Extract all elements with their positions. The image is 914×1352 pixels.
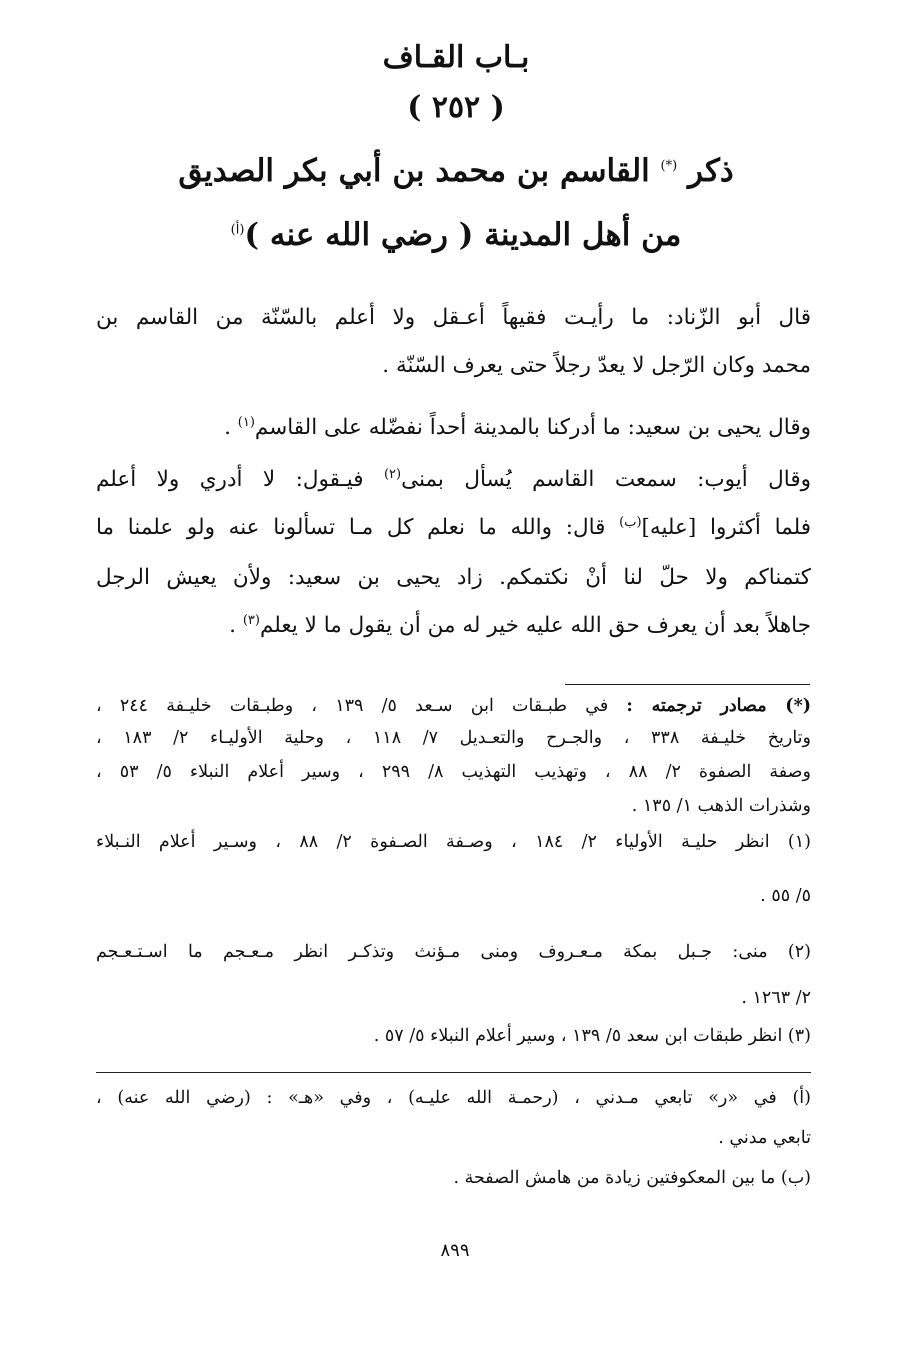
- footnote-line: ٢/ ١٢٦٣ .: [741, 988, 811, 1008]
- footnote-ref-2: (٢): [383, 466, 402, 482]
- footnote-line: تابعي مدني .: [718, 1128, 811, 1148]
- footnote-line: (١) انظر حليـة الأولياء ٢/ ١٨٤ ، وصـفة الصـفوة ٢/ ٨٨ ، وسـير أعلام النـبلاء: [96, 832, 811, 852]
- footnote-line: (أ) في «ر» تابعي مـدني ، (رحمـة الله عليـه) ، وفي «هـ» : (رضي الله عنه) ،: [96, 1088, 811, 1108]
- footnote-text: في طبـقات ابن سـعد ٥/ ١٣٩ ، وطبـقات خليـفة ٢٤٤ ،: [96, 696, 627, 716]
- body-line: محمد وكان الرّجل لا يعدّ رجلاً حتى يعرف السّنّة .: [382, 353, 811, 378]
- footnote-separator: [96, 1072, 811, 1073]
- title-prefix: ذكر: [688, 153, 734, 189]
- body-text: .: [224, 415, 238, 440]
- body-line: قال أبو الزّناد: ما رأيـت فقيهاً أعـقل ولا أعلم بالسّنّة من القاسم بن: [96, 305, 811, 330]
- footnote-ref-b: (ب): [619, 514, 642, 530]
- footnote-ref-3: (٣): [242, 612, 260, 628]
- body-line: [96, 606, 811, 646]
- body-line: كتمناكم ولا حلّ لنا أنْ نكتمكم. زاد يحيى بن سعيد: ولأن يعيش الرجل: [96, 565, 811, 590]
- title-footnote-mark-star: (*): [660, 158, 678, 174]
- body-text: فيـقول: لا أدري ولا أعلم: [96, 467, 384, 492]
- body-text: قال: والله ما نعلم كل مـا تسألونا عنه ولو علمنا ما: [96, 515, 620, 540]
- footnote-line: (٢) منى: جـبل بمكة مـعـروف ومنى مـؤنث وتذكـر انظر مـعـجم ما اسـتـعـجم: [96, 942, 811, 962]
- body-line: [96, 408, 811, 448]
- entry-title-line1: [100, 148, 812, 194]
- footnote-ref-1: (١): [237, 414, 255, 430]
- page-number: ٨٩٩: [440, 1240, 470, 1261]
- chapter-heading: بـاب القـاف: [382, 40, 530, 75]
- footnote-line: وتاريخ خليـفة ٣٣٨ ، والجـرح والتعـديل ٧/ ١١٨ ، وحلية الأوليـاء ٢/ ١٨٣ ،: [96, 728, 811, 748]
- body-text: فلما أكثروا [عليه]: [641, 515, 811, 540]
- footnote-line: (ب) ما بين المعكوفتين زيادة من هامش الصفحة .: [453, 1168, 811, 1188]
- entry-number: ( ٢٥٢ ): [407, 90, 505, 125]
- footnote-separator: [565, 684, 810, 685]
- body-line: [96, 508, 811, 548]
- footnote-line: وشذرات الذهب ١/ ١٣٥ .: [631, 796, 811, 816]
- body-text: جاهلاً بعد أن يعرف حق الله عليه خير له من أن يقول ما لا يعلم: [259, 613, 811, 638]
- title-subtitle: من أهل المدينة ( رضي الله عنه ): [244, 217, 682, 253]
- footnote-label-star: (*) مصادر ترجمته :: [626, 696, 812, 716]
- body-text: وقال أيوب: سمعت القاسم يُسأل بمنى: [401, 467, 811, 492]
- title-name: القاسم بن محمد بن أبي بكر الصديق: [178, 153, 650, 189]
- entry-title-line2: [100, 212, 812, 258]
- footnote-line: وصفة الصفوة ٢/ ٨٨ ، وتهذيب التهذيب ٨/ ٢٩٩ ، وسير أعلام النبلاء ٥/ ٥٣ ،: [96, 762, 811, 782]
- title-footnote-mark-a: (أ): [230, 222, 245, 238]
- body-text: وقال يحيى بن سعيد: ما أدركنا بالمدينة أحداً نفضّله على القاسم: [254, 415, 811, 440]
- footnote-line: [96, 690, 811, 722]
- body-line: [96, 460, 811, 500]
- footnote-line: (٣) انظر طبقات ابن سعد ٥/ ١٣٩ ، وسير أعلام النبلاء ٥/ ٥٧ .: [373, 1026, 811, 1046]
- body-text: .: [229, 613, 243, 638]
- footnote-line: ٥/ ٥٥ .: [760, 886, 811, 906]
